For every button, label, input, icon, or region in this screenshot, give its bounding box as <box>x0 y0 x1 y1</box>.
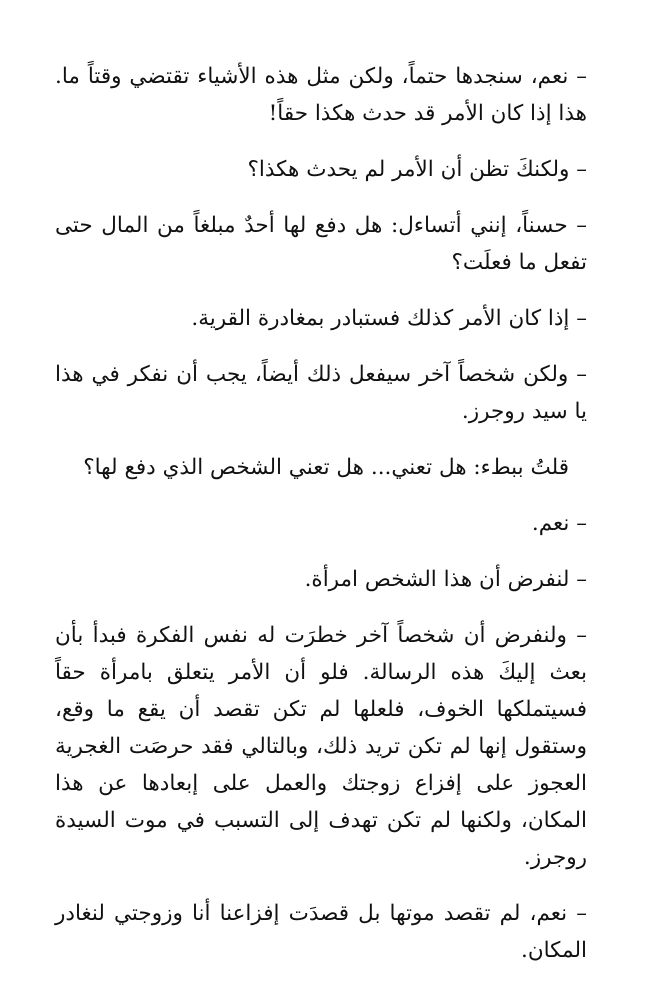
dialogue-line: – نعم، لم تقصد موتها بل قصدَت إفزاعنا أنا وزوجتي لنغادر المكان. <box>55 901 587 963</box>
dialogue-line: – نعم، سنجدها حتماً، ولكن مثل هذه الأشياء تقتضي وقتاً ما. هذا إذا كان الأمر قد حدث هكذا حقاً! <box>55 64 587 126</box>
dialogue-line: – ولكنكَ تظن أن الأمر لم يحدث هكذا؟ <box>247 157 587 182</box>
narration-paragraph: قلتُ ببطء: هل تعني... هل تعني الشخص الذي دفع لها؟ <box>83 455 569 480</box>
dialogue-line: – حسناً، إنني أتساءل: هل دفع لها أحدٌ مبلغاً من المال حتى تفعل ما فعلَت؟ <box>55 213 587 275</box>
dialogue-line: – إذا كان الأمر كذلك فستبادر بمغادرة القرية. <box>191 306 587 331</box>
dialogue-line: – ولنفرض أن شخصاً آخر خطرَت له نفس الفكرة فبدأ بأن بعث إليكَ هذه الرسالة. فلو أن الأمر يتعلق بامرأة حقاً فسيتملكها الخوف، فلعلها لم تكن تقصد أن يقع ما وقع، وستقول إنها لم تكن تريد ذلك، وبالتالي فقد حرصَت الغجرية العجوز على إفزاع زوجتك والعمل على إبعادها عن هذا المكان، ولكنها لم تكن تهدف إلى التسبب في موت السيدة روجرز. <box>55 623 587 870</box>
dialogue-line: – لنفرض أن هذا الشخص امرأة. <box>304 567 587 592</box>
dialogue-line: – نعم. <box>531 511 587 536</box>
dialogue-line: – ولكن شخصاً آخر سيفعل ذلك أيضاً، يجب أن نفكر في هذا يا سيد روجرز. <box>55 362 587 424</box>
